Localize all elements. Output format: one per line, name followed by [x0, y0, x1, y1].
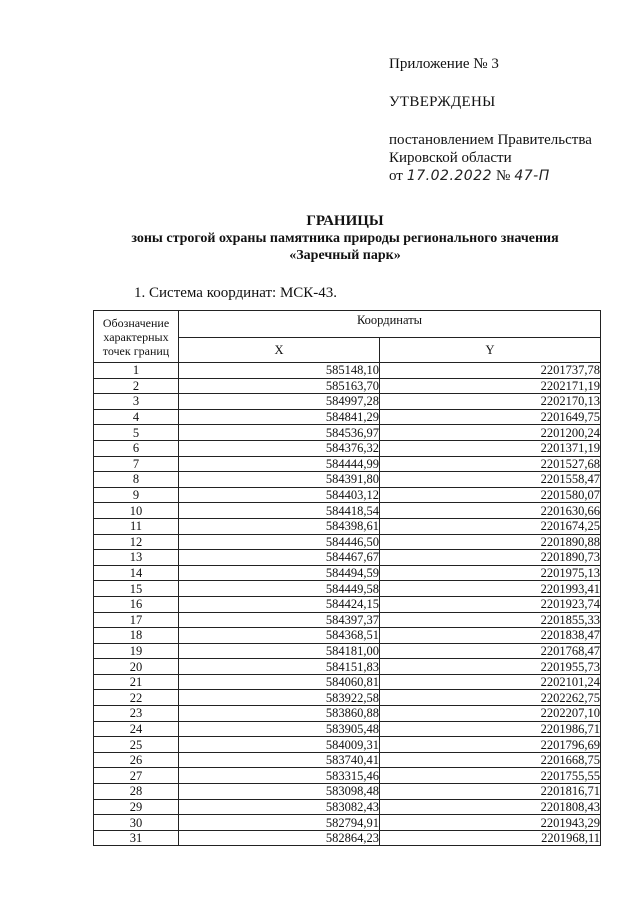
point-number: 10 — [94, 503, 179, 519]
decree-line-2: Кировской области — [389, 150, 512, 166]
table-row — [94, 690, 601, 706]
point-number: 17 — [94, 612, 179, 628]
point-number: 28 — [94, 784, 179, 800]
x-coordinate: 583082,43 — [179, 799, 380, 815]
x-coordinate: 585163,70 — [179, 378, 380, 394]
x-coordinate: 584397,37 — [179, 612, 380, 628]
x-coordinate: 584403,12 — [179, 487, 380, 503]
point-number: 15 — [94, 581, 179, 597]
x-coordinate: 584536,97 — [179, 425, 380, 441]
table-row — [94, 581, 601, 597]
point-number: 31 — [94, 830, 179, 846]
point-number: 19 — [94, 643, 179, 659]
point-number: 4 — [94, 409, 179, 425]
x-coordinate: 584009,31 — [179, 737, 380, 753]
x-coordinate: 584997,28 — [179, 394, 380, 410]
table-row — [94, 612, 601, 628]
x-coordinate: 583905,48 — [179, 721, 380, 737]
table-row — [94, 596, 601, 612]
y-coordinate: 2201955,73 — [380, 659, 601, 675]
x-coordinate: 585148,10 — [179, 363, 380, 379]
y-coordinate: 2201796,69 — [380, 737, 601, 753]
point-number: 20 — [94, 659, 179, 675]
coord-system-heading: 1. Система координат: МСК-43. — [134, 285, 338, 301]
y-coordinate: 2201768,47 — [380, 643, 601, 659]
y-coordinate: 2202171,19 — [380, 378, 601, 394]
x-coordinate: 583098,48 — [179, 784, 380, 800]
x-coordinate: 583860,88 — [179, 706, 380, 722]
point-number: 13 — [94, 550, 179, 566]
point-number: 22 — [94, 690, 179, 706]
x-coordinate: 582864,23 — [179, 830, 380, 846]
table-row — [94, 674, 601, 690]
title-main: ГРАНИЦЫ — [306, 213, 384, 229]
point-number: 5 — [94, 425, 179, 441]
x-coordinate: 584398,61 — [179, 518, 380, 534]
title-line-3: «Заречный парк» — [289, 248, 401, 263]
y-coordinate: 2201558,47 — [380, 472, 601, 488]
x-coordinate: 584446,50 — [179, 534, 380, 550]
table-row — [94, 830, 601, 846]
approved-label: УТВЕРЖДЕНЫ — [389, 94, 496, 110]
point-number: 29 — [94, 799, 179, 815]
y-coordinate: 2201975,13 — [380, 565, 601, 581]
y-coordinate: 2201580,07 — [380, 487, 601, 503]
y-coordinate: 2201855,33 — [380, 612, 601, 628]
table-row — [94, 659, 601, 675]
header-point: Обозначение характерных точек границ — [94, 311, 179, 363]
table-row — [94, 487, 601, 503]
approval-block — [389, 55, 629, 185]
y-coordinate: 2202170,13 — [380, 394, 601, 410]
point-number: 23 — [94, 706, 179, 722]
point-number: 27 — [94, 768, 179, 784]
y-coordinate: 2202207,10 — [380, 706, 601, 722]
y-coordinate: 2201923,74 — [380, 596, 601, 612]
table-row — [94, 752, 601, 768]
point-number: 3 — [94, 394, 179, 410]
y-coordinate: 2201986,71 — [380, 721, 601, 737]
table-row — [94, 409, 601, 425]
document-title — [0, 213, 640, 264]
x-coordinate: 584449,58 — [179, 581, 380, 597]
point-number: 12 — [94, 534, 179, 550]
x-coordinate: 584391,80 — [179, 472, 380, 488]
appendix-label: Приложение № 3 — [389, 56, 499, 72]
number-prefix: № — [496, 168, 511, 184]
y-coordinate: 2201808,43 — [380, 799, 601, 815]
y-coordinate: 2201630,66 — [380, 503, 601, 519]
table-row — [94, 799, 601, 815]
x-coordinate: 584181,00 — [179, 643, 380, 659]
x-coordinate: 584467,67 — [179, 550, 380, 566]
table-row — [94, 503, 601, 519]
table-row — [94, 721, 601, 737]
point-number: 24 — [94, 721, 179, 737]
y-coordinate: 2201838,47 — [380, 628, 601, 644]
y-coordinate: 2201890,88 — [380, 534, 601, 550]
x-coordinate: 584494,59 — [179, 565, 380, 581]
y-coordinate: 2201890,73 — [380, 550, 601, 566]
table-row — [94, 550, 601, 566]
header-y: Y — [380, 338, 601, 363]
x-coordinate: 584444,99 — [179, 456, 380, 472]
coordinates-table — [93, 310, 601, 846]
y-coordinate: 2201668,75 — [380, 752, 601, 768]
table-row — [94, 628, 601, 644]
decree-line-1: постановлением Правительства — [389, 132, 592, 148]
table-row — [94, 440, 601, 456]
date-prefix: от — [389, 168, 403, 184]
x-coordinate: 584368,51 — [179, 628, 380, 644]
header-coordinates: Координаты — [179, 311, 601, 338]
y-coordinate: 2201527,68 — [380, 456, 601, 472]
point-number: 9 — [94, 487, 179, 503]
table-row — [94, 425, 601, 441]
x-coordinate: 583740,41 — [179, 752, 380, 768]
table-row — [94, 534, 601, 550]
table-body — [94, 363, 601, 846]
x-coordinate: 582794,91 — [179, 815, 380, 831]
y-coordinate: 2201968,11 — [380, 830, 601, 846]
x-coordinate: 584151,83 — [179, 659, 380, 675]
point-number: 21 — [94, 674, 179, 690]
x-coordinate: 584841,29 — [179, 409, 380, 425]
y-coordinate: 2201649,75 — [380, 409, 601, 425]
point-number: 8 — [94, 472, 179, 488]
point-number: 30 — [94, 815, 179, 831]
point-number: 14 — [94, 565, 179, 581]
y-coordinate: 2201674,25 — [380, 518, 601, 534]
table-row — [94, 378, 601, 394]
y-coordinate: 2201200,24 — [380, 425, 601, 441]
decree-date: 17.02.2022 — [406, 168, 493, 184]
y-coordinate: 2201737,78 — [380, 363, 601, 379]
y-coordinate: 2201371,19 — [380, 440, 601, 456]
title-line-2: зоны строгой охраны памятника природы регионального значения — [131, 231, 559, 246]
table-row — [94, 737, 601, 753]
table-row — [94, 815, 601, 831]
table-row — [94, 768, 601, 784]
point-number: 26 — [94, 752, 179, 768]
y-coordinate: 2201816,71 — [380, 784, 601, 800]
x-coordinate: 583922,58 — [179, 690, 380, 706]
table-row — [94, 363, 601, 379]
table-row — [94, 784, 601, 800]
x-coordinate: 584418,54 — [179, 503, 380, 519]
point-number: 6 — [94, 440, 179, 456]
decree-number: 47-П — [514, 168, 550, 184]
y-coordinate: 2201993,41 — [380, 581, 601, 597]
table-row — [94, 518, 601, 534]
y-coordinate: 2201755,55 — [380, 768, 601, 784]
y-coordinate: 2202262,75 — [380, 690, 601, 706]
table-row — [94, 565, 601, 581]
x-coordinate: 584376,32 — [179, 440, 380, 456]
table-row — [94, 456, 601, 472]
point-number: 18 — [94, 628, 179, 644]
x-coordinate: 584060,81 — [179, 674, 380, 690]
point-number: 1 — [94, 363, 179, 379]
point-number: 7 — [94, 456, 179, 472]
point-number: 11 — [94, 518, 179, 534]
table-row — [94, 706, 601, 722]
point-number: 16 — [94, 596, 179, 612]
point-number: 2 — [94, 378, 179, 394]
header-x: X — [179, 338, 380, 363]
y-coordinate: 2202101,24 — [380, 674, 601, 690]
x-coordinate: 584424,15 — [179, 596, 380, 612]
point-number: 25 — [94, 737, 179, 753]
y-coordinate: 2201943,29 — [380, 815, 601, 831]
decree-date-row — [389, 167, 629, 185]
table-row — [94, 394, 601, 410]
table-row — [94, 643, 601, 659]
table-row — [94, 472, 601, 488]
x-coordinate: 583315,46 — [179, 768, 380, 784]
